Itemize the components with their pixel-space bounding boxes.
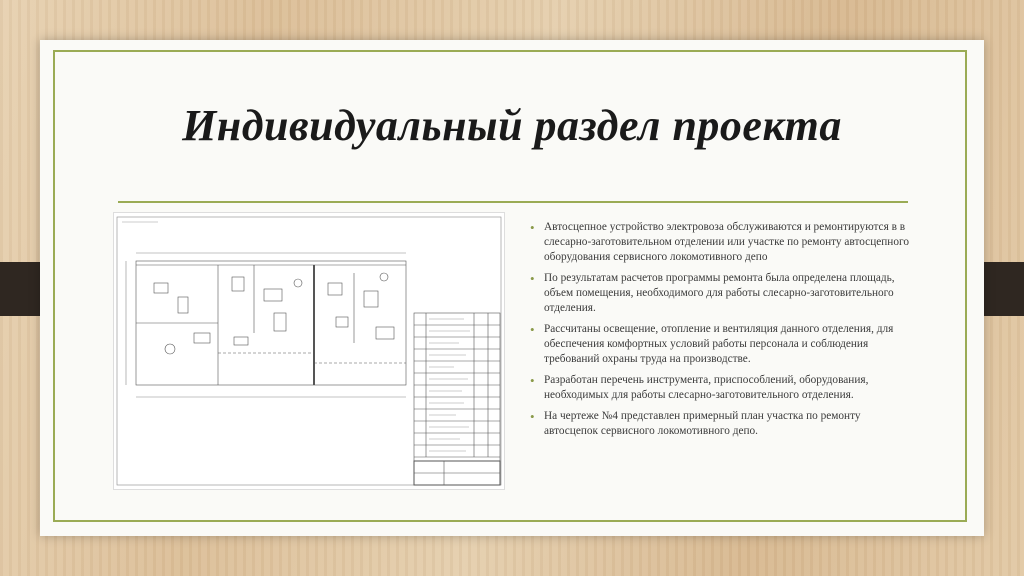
bullet-list (530, 220, 910, 445)
slide-title: Индивидуальный раздел проекта (182, 101, 842, 150)
floor-plan-image (114, 213, 504, 489)
floor-plan-drawing (113, 212, 505, 490)
slide (40, 40, 984, 536)
list-item: • Разработан перечень инструмента, приспособлений, оборудования, необходимых для работы слесарно-заготовительного отделения. (530, 373, 910, 403)
list-item: • Автосцепное устройство электровоза обслуживаются и ремонтируются в в слесарно-заготовительном отделении или участке по ремонту автосцепного оборудования сервисного локомотивного депо (530, 220, 910, 265)
list-item: • Рассчитаны освещение, отопление и вентиляция данного отделения, для обеспечения комфортных условий работы персонала и соблюдения требований охраны труда на производстве. (530, 322, 910, 367)
title-divider (118, 201, 908, 203)
list-item: • На чертеже №4 представлен примерный план участка по ремонту автосцепок сервисного локомотивного депо. (530, 409, 910, 439)
list-item: • По результатам расчетов программы ремонта была определена площадь, объем помещения, необходимого для работы слесарно-заготовительного отделения. (530, 271, 910, 316)
